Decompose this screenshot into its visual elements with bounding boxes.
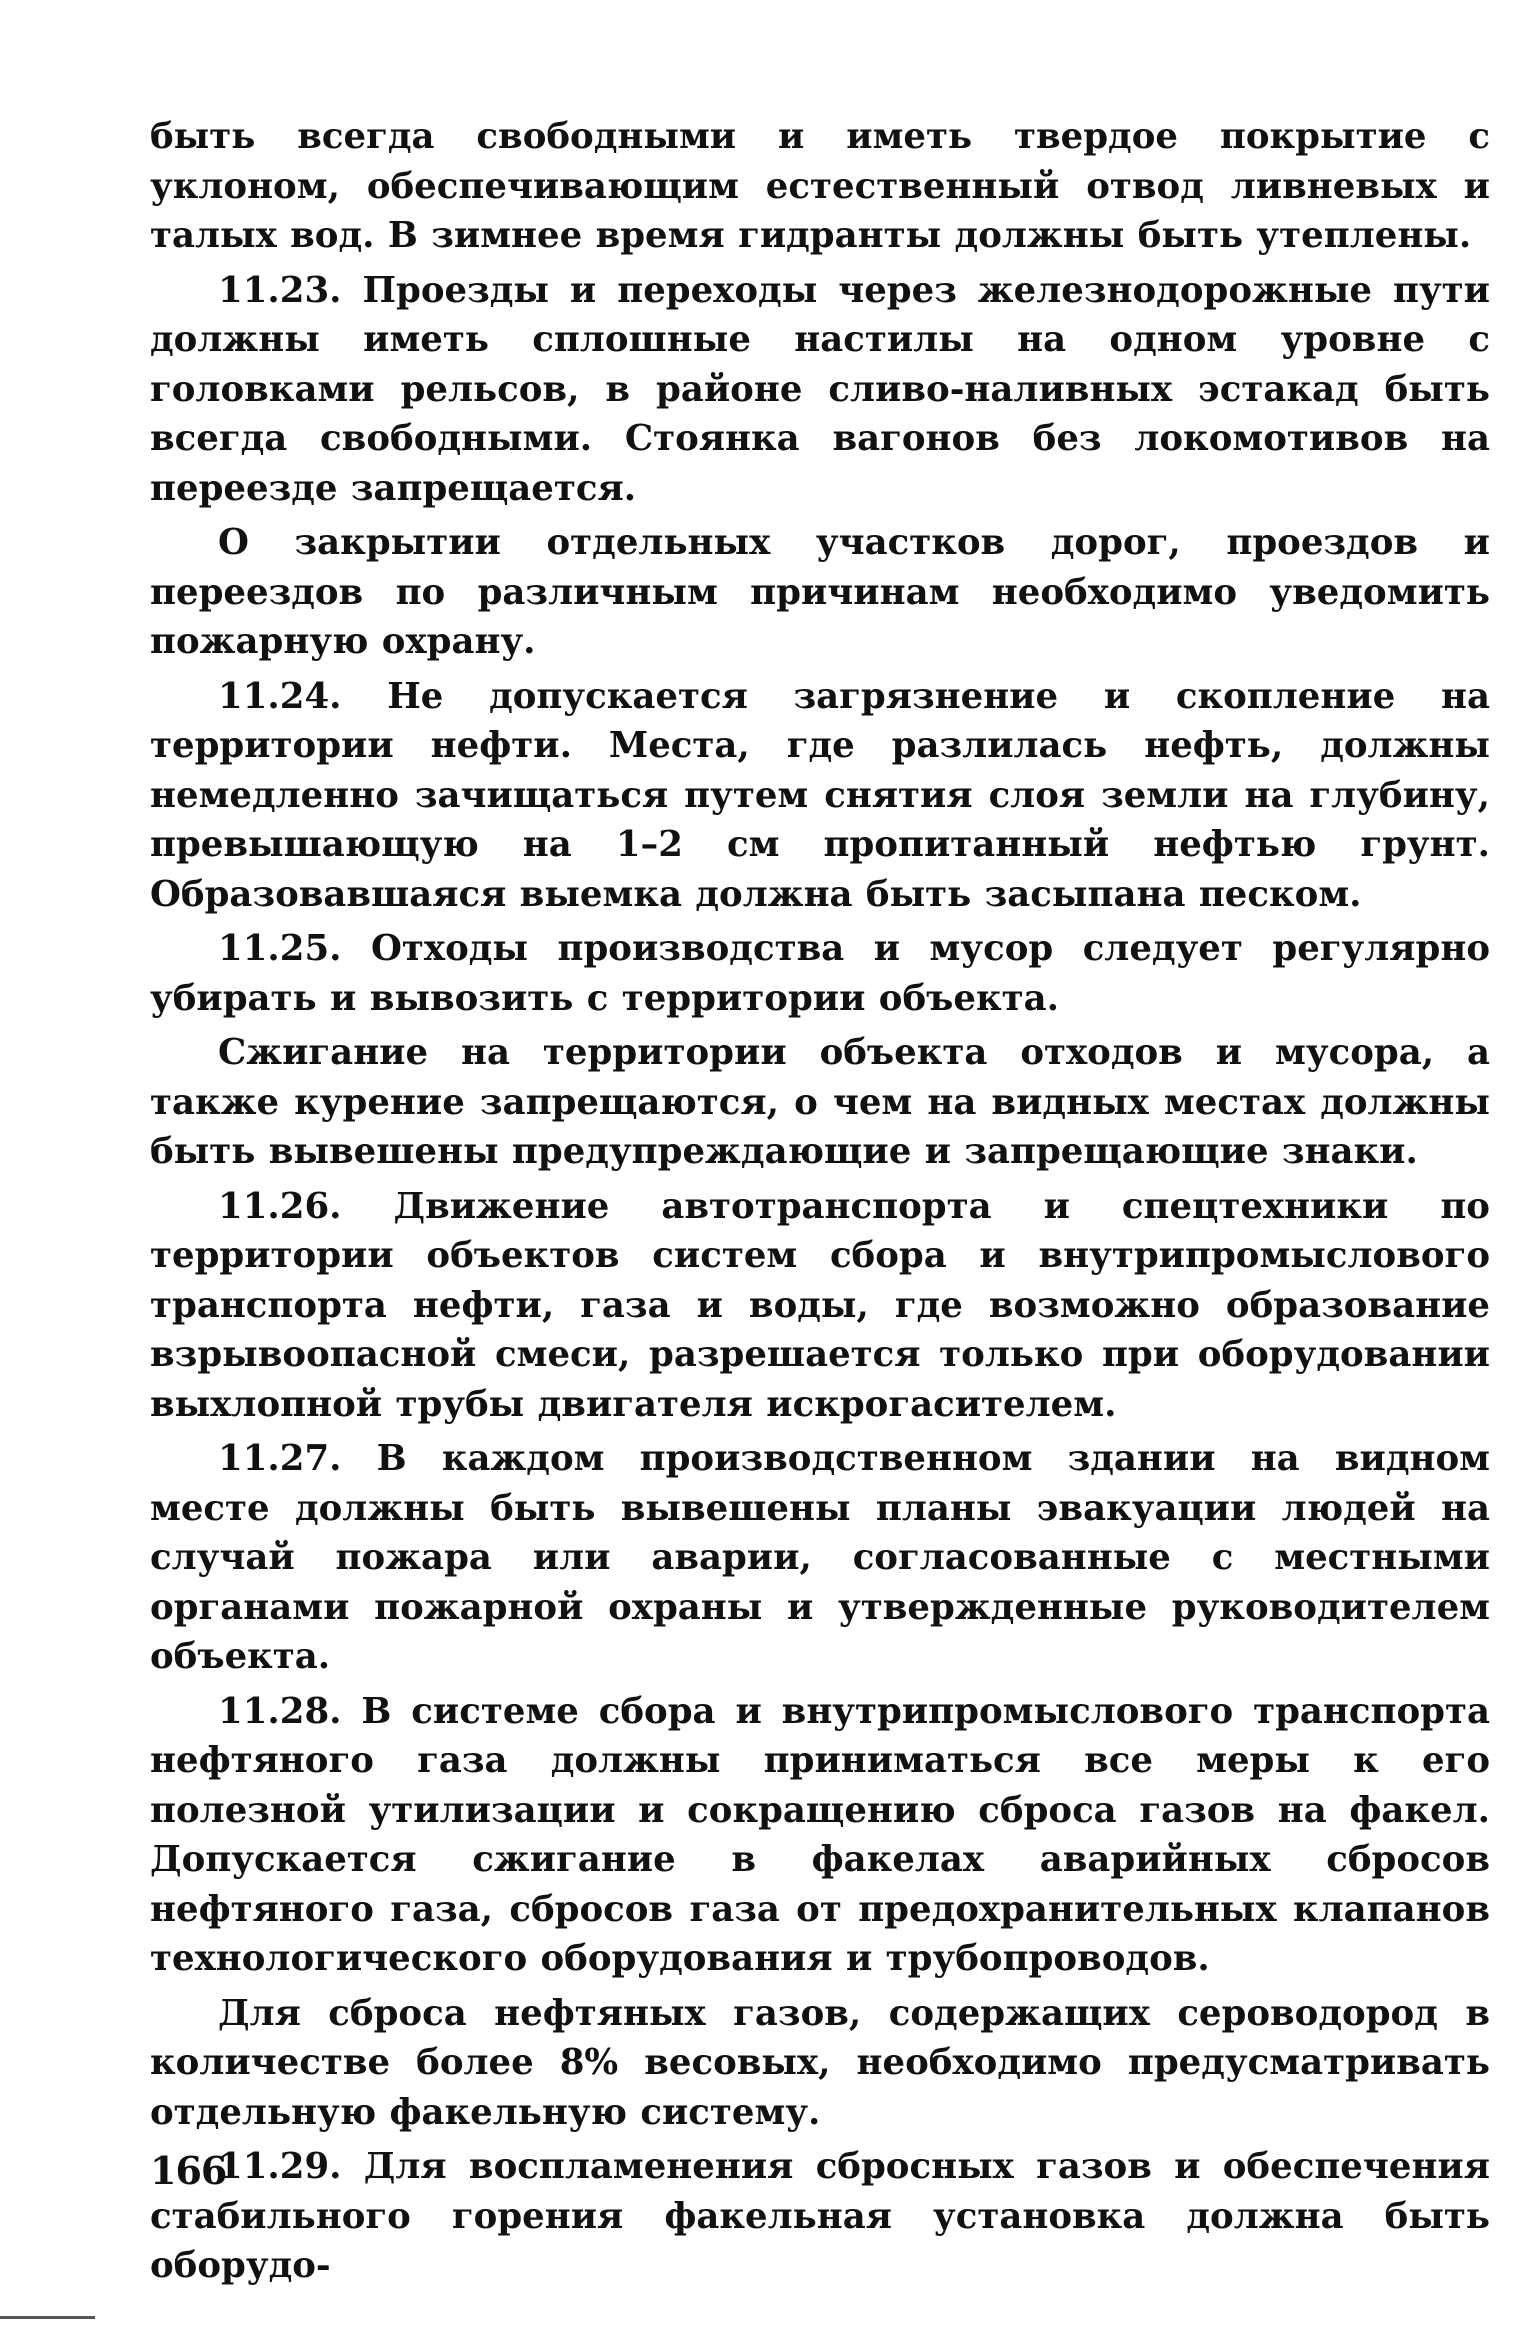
paragraph-11-23: 11.23. Проезды и переходы через железнодорожные пути должны иметь сплошные настилы на одном уровне с головками рельсов, в районе сливо-наливных эстакад быть всегда свободными. Стоянка вагонов без локомотивов на переезде запрещается.	[150, 269, 1490, 509]
paragraph-11-29: 11.29. Для воспламенения сбросных газов и обеспечения стабильного горения факельная установка должна быть оборудо-	[150, 2146, 1490, 2286]
paragraph-11-28: 11.28. В системе сбора и внутрипромыслового транспорта нефтяного газа должны приниматься все меры к его полезной утилизации и сокращению сброса газов на факел. Допускается сжигание в факелах аварийных сбросов нефтяного газа, сбросов газа от предохранительных клапанов технологического оборудования и трубопроводов.	[150, 1690, 1490, 1979]
paragraph-road-closure: О закрытии отдельных участков дорог, проездов и переездов по различным причинам необходимо уведомить пожарную охрану.	[150, 522, 1490, 662]
paragraph-waste-burning: Сжигание на территории объекта отходов и мусора, а также курение запрещаются, о чем на видных местах должны быть вывешены предупреждающие и запрещающие знаки.	[150, 1032, 1490, 1172]
paragraph-11-26: 11.26. Движение автотранспорта и спецтехники по территории объектов систем сбора и внутрипромыслового транспорта нефти, газа и воды, где возможно образование взрывоопасной смеси, разрешается только при оборудовании выхлопной трубы двигателя искрогасителем.	[150, 1185, 1490, 1425]
paragraph-11-27: 11.27. В каждом производственном здании на видном месте должны быть вывешены планы эвакуации людей на случай пожара или аварии, согласованные с местными органами пожарной охраны и утвержденные руководителем объекта.	[150, 1438, 1490, 1677]
page-body	[150, 112, 1490, 2291]
page-number: 166	[150, 2148, 227, 2193]
paragraph-continuation: быть всегда свободными и иметь твердое покрытие с уклоном, обеспечивающим естественный отвод ливневых и талых вод. В зимнее время гидранты должны быть утеплены.	[150, 116, 1490, 256]
paragraph-11-24: 11.24. Не допускается загрязнение и скопление на территории нефти. Места, где разлилась нефть, должны немедленно зачищаться путем снятия слоя земли на глубину, превышающую на 1–2 см пропитанный нефтью грунт. Образовавшаяся выемка должна быть засыпана песком.	[150, 675, 1490, 915]
scan-edge-mark	[0, 2316, 95, 2319]
paragraph-hydrogen-sulfide: Для сброса нефтяных газов, содержащих сероводород в количестве более 8% весовых, необходимо предусматривать отдельную факельную систему.	[150, 1992, 1490, 2133]
paragraph-11-25: 11.25. Отходы производства и мусор следует регулярно убирать и вывозить с территории объекта.	[150, 928, 1490, 1019]
